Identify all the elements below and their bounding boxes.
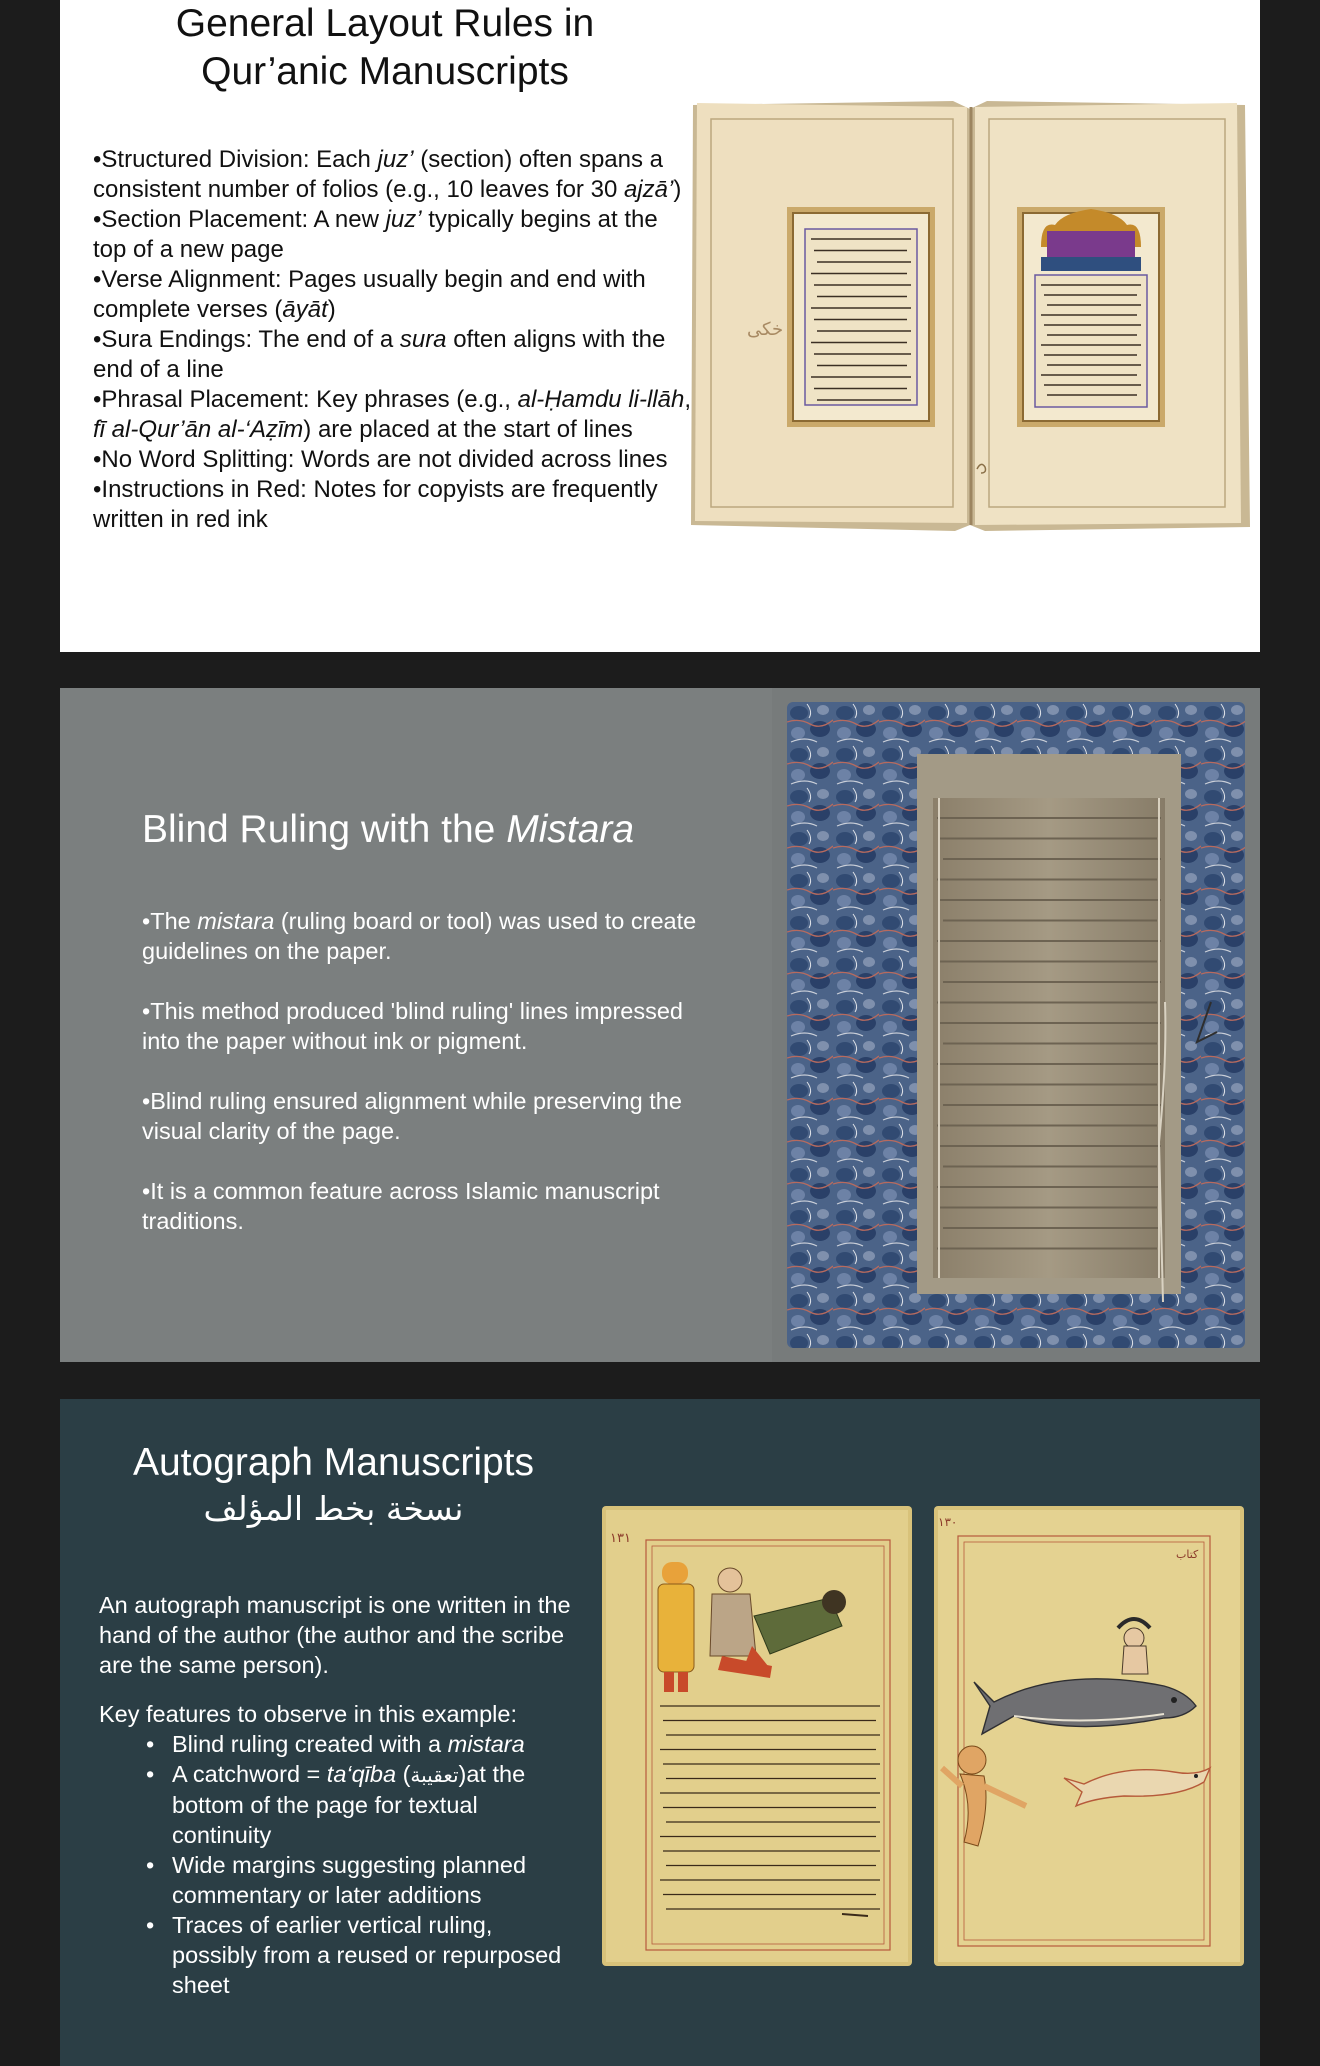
bullet-common-feature: •It is a common feature across Islamic manuscript traditions. [142,1178,660,1234]
feature-vertical-ruling-traces: • Traces of earlier vertical ruling, possibly from a reused or repurposed sheet [146,1912,562,1998]
slide1-title-line1: General Layout Rules in [175,2,595,45]
bullet-structured-division: •Structured Division: Each juz’ (section) often spans a consistent number of folios (e.g., 10 leaves for 30 ajzā’) [93,146,682,203]
bullet-sura-endings: •Sura Endings: The end of a sura often aligns with the end of a line [93,326,666,383]
catchword-right: كتاب [1176,1548,1199,1561]
catchword-arabic: تعقيبة [410,1763,459,1787]
bullet-blind-ruling-lines: •This method produced 'blind ruling' lines impressed into the paper without ink or pigment. [142,998,684,1054]
bullet-mistara-tool: •The mistara (ruling board or tool) was used to create guidelines on the paper. [142,908,697,964]
slide2-bullet-list [142,906,722,1266]
bullet-no-word-splitting: •No Word Splitting: Words are not divided across lines [93,446,668,473]
margin-note-text: خکی [747,319,784,340]
autograph-manuscript-right-image [934,1506,1244,1966]
bullet-verse-alignment: •Verse Alignment: Pages usually begin and end with complete verses (āyāt) [93,266,646,323]
slide3-arabic-subtitle: نسخة بخط المؤلف [203,1489,464,1528]
slide1-title-line2: Qur’anic Manuscripts [201,50,569,93]
image-panel [772,688,1260,1362]
quran-manuscript-image [685,97,1250,532]
feature-blind-ruling: • Blind ruling created with a mistara [146,1731,525,1757]
key-features-list [146,1729,582,2000]
slide1-title [60,0,710,96]
feature-catchword: • A catchword = ta‘qība (تعقيبة)at the bottom of the page for textual continuity [146,1761,526,1848]
slide3-intro-paragraph: An autograph manuscript is one written in the hand of the author (the author and the scribe are the same person). [99,1592,571,1678]
autograph-manuscript-left-image [602,1506,912,1966]
bullet-phrasal-placement: •Phrasal Placement: Key phrases (e.g., al-Ḥamdu li-llāh, fī al-Qur’ān al-‘Aẓīm) are placed at the start of lines [93,386,692,443]
slide-blind-ruling [60,688,1260,1362]
marbled-mistara-image [787,702,1245,1348]
bullet-instructions-red: •Instructions in Red: Notes for copyists are frequently written in red ink [93,476,658,533]
slide-autograph-manuscripts [60,1399,1260,2066]
page-number-left: ۱۳۱ [610,1531,631,1546]
bullet-alignment-clarity: •Blind ruling ensured alignment while preserving the visual clarity of the page. [142,1088,682,1144]
bullet-section-placement: •Section Placement: A new juz’ typically begins at the top of a new page [93,206,658,263]
key-features-label: Key features to observe in this example: [99,1701,517,1727]
page-number-right: ۱۳۰ [938,1515,958,1529]
slide1-bullet-list [93,145,693,535]
slide-layout-rules [60,0,1260,652]
feature-wide-margins: • Wide margins suggesting planned commentary or later additions [146,1852,527,1908]
slide2-title: Blind Ruling with the Mistara [142,808,635,851]
slide3-title: Autograph Manuscripts [132,1441,535,1484]
